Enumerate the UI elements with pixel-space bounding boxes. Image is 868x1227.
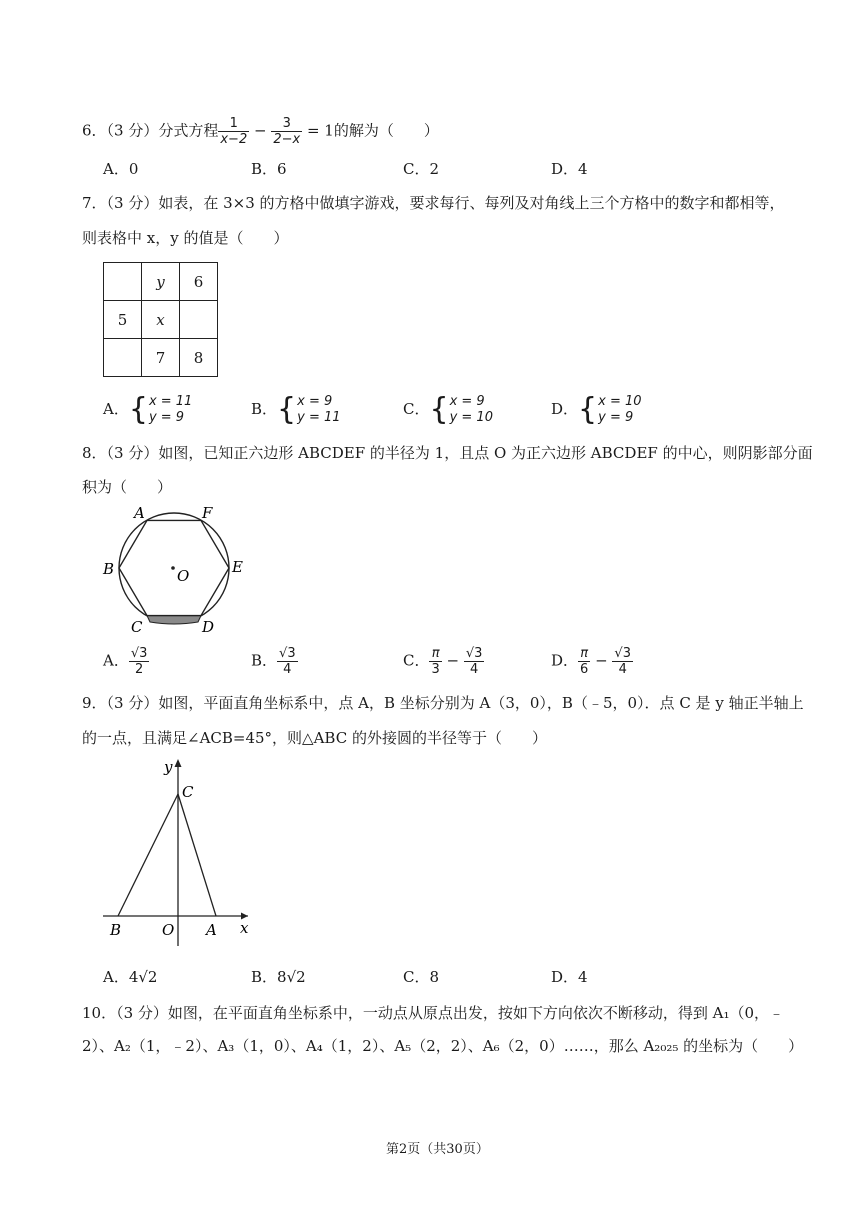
q6-option-a[interactable]: A．0 [103, 160, 139, 178]
label-d: D [202, 618, 215, 636]
label-f: F [202, 504, 213, 522]
label-c: C [182, 783, 194, 801]
grid-cell: 5 [104, 301, 142, 339]
q9-option-b[interactable]: B．8√2 [251, 968, 306, 986]
axis-label-x: x [240, 919, 249, 937]
grid-cell [180, 301, 218, 339]
grid-cell: y [142, 263, 180, 301]
q8-option-a[interactable]: A． $\frac{√3}{2}$ [103, 646, 148, 677]
label-o: O [177, 567, 190, 585]
q9-option-a[interactable]: A．4√2 [103, 968, 158, 986]
q6-minus: − [249, 121, 272, 140]
q9-stem-line2: 的一点，且满足∠ACB=45°，则△ABC 的外接圆的半径等于（ ） [82, 729, 547, 747]
q6-suffix: = 1的解为（ ） [302, 121, 439, 140]
page-number: 第2页（共30页） [386, 1142, 489, 1157]
label-b: B [110, 921, 122, 939]
q6-option-b[interactable]: B．6 [251, 160, 287, 178]
q8-hexagon-figure [98, 502, 258, 642]
q7-magic-square [103, 262, 218, 377]
q6-prefix: 6．（3 分）分式方程 [82, 121, 219, 140]
axis-label-y: y [164, 758, 173, 776]
grid-cell [104, 339, 142, 377]
grid-cell: 8 [180, 339, 218, 377]
q8-stem-line1: 8．（3 分）如图，已知正六边形 ABCDEF 的半径为 1，且点 O 为正六边形 ABCDEF 的中心，则阴影部分面 [82, 444, 813, 462]
q7-stem-line2: 则表格中 x，y 的值是（ ） [82, 229, 289, 247]
label-a: A [134, 504, 145, 522]
q8-stem-line2: 积为（ ） [82, 478, 173, 496]
q9-stem-line1: 9．（3 分）如图，平面直角坐标系中，点 A，B 坐标分别为 A（3，0），B（﹣5，0）．点 C 是 y 轴正半轴上 [82, 694, 804, 712]
grid-cell: x [142, 301, 180, 339]
grid-cell [104, 263, 142, 301]
q8-option-b[interactable]: B． $\frac{√3}{4}$ [251, 646, 296, 677]
q6-option-d[interactable]: D．4 [551, 160, 588, 178]
label-b: B [103, 560, 115, 578]
q7-option-c[interactable]: C．{ x = 9 y = 10 [403, 392, 493, 427]
q7-option-a[interactable]: A．{ x = 11 y = 9 [103, 392, 193, 427]
q8-option-c[interactable]: C． $\frac{\pi}{3}$ − $\frac{√3}{4}$ [403, 646, 483, 677]
label-c: C [131, 618, 143, 636]
q10-stem-line2: 2）、A₂（1，﹣2）、A₃（1，0）、A₄（1，2）、A₅（2，2）、A₆（2，0）……，那么 A₂₀₂₅ 的坐标为（ ） [82, 1037, 804, 1055]
q6-fraction-1: $\frac{1}{x-2}$ [220, 116, 248, 147]
q8-option-d[interactable]: D． $\frac{\pi}{6}$ − $\frac{√3}{4}$ [551, 646, 631, 677]
grid-cell: 6 [180, 263, 218, 301]
grid-cell: 7 [142, 339, 180, 377]
q9-option-d[interactable]: D．4 [551, 968, 588, 986]
q6-stem [82, 116, 439, 147]
label-e: E [232, 558, 243, 576]
q6-option-c[interactable]: C．2 [403, 160, 440, 178]
q9-triangle-figure [98, 756, 258, 946]
q7-option-d[interactable]: D．{ x = 10 y = 9 [551, 392, 642, 427]
q6-fraction-2: $\frac{3}{2-x}$ [273, 116, 301, 147]
q10-stem-line1: 10．（3 分）如图，在平面直角坐标系中，一动点从原点出发，按如下方向依次不断移动，得到 A₁（0，﹣ [82, 1004, 785, 1022]
q9-option-c[interactable]: C．8 [403, 968, 440, 986]
label-o: O [162, 921, 175, 939]
q7-stem-line1: 7．（3 分）如表，在 3×3 的方格中做填字游戏，要求每行、每列及对角线上三个方格中的数字和都相等， [82, 194, 785, 212]
label-a: A [206, 921, 217, 939]
q7-option-b[interactable]: B．{ x = 9 y = 11 [251, 392, 341, 427]
